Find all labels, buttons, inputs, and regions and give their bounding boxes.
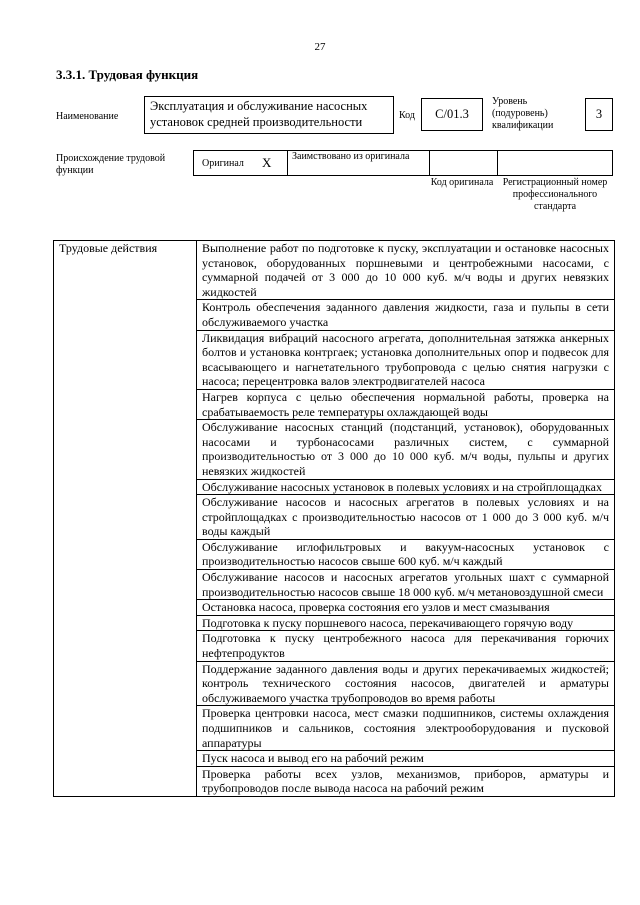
origin-label: Происхождение трудовой функции xyxy=(56,153,166,176)
labor-action-item: Обслуживание насосных станций (подстанций, установок), оборудованных насосами и турбонасосами различных систем, с суммарной производительностью от 3 000 до 10 000 куб. м/ч воды, пульпы и других невязких жидкостей xyxy=(197,420,615,479)
labor-action-item: Контроль обеспечения заданного давления жидкости, газа и пульпы в сети обслуживаемого участка xyxy=(197,300,615,330)
level-label: Уровень (подуровень) квалификации xyxy=(492,96,554,131)
labor-action-item: Ликвидация вибраций насосного агрегата, дополнительная затяжка анкерных болтов и установка контргаек; установка дополнительных опор и подвесок для всасывающего и нагнетательного трубопровода с целью снятия нагрузки с насоса; перецентровка валов электродвигателей насоса xyxy=(197,330,615,389)
labor-action-item: Проверка центровки насоса, мест смазки подшипников, системы охлаждения подшипников и сальников, состояния электрооборудования и пусковой аппаратуры xyxy=(197,706,615,751)
labor-action-item: Обслуживание насосных установок в полевых условиях и на стройплощадках xyxy=(197,479,615,495)
labor-action-item: Остановка насоса, проверка состояния его узлов и мест смазывания xyxy=(197,600,615,616)
original-mark: X xyxy=(262,155,272,170)
table-row xyxy=(54,241,615,300)
labor-action-item: Поддержание заданного давления воды и других перекачиваемых жидкостей; контроль технического состояния насосов, двигателей и арматуры обслуживаемого участка трубопроводов во время работы xyxy=(197,661,615,706)
labor-action-item: Пуск насоса и вывод его на рабочий режим xyxy=(197,751,615,767)
section-title: 3.3.1. Трудовая функция xyxy=(56,67,199,82)
reg-number-caption: Регистрационный номер профессионального стандарта xyxy=(502,177,608,212)
original-code-caption: Код оригинала xyxy=(430,177,494,188)
original-label: Оригинал xyxy=(202,158,244,169)
labor-action-item: Выполнение работ по подготовке к пуску, эксплуатации и остановке насосных установок, оборудованных поршневыми и центробежными насосами, с суммарной подачей от 3 000 до 10 000 куб. м/ч воды и других невязких жидкостей xyxy=(197,241,615,300)
labor-action-item: Подготовка к пуску поршневого насоса, перекачивающего горячую воду xyxy=(197,615,615,631)
code-label: Код xyxy=(399,110,415,121)
function-name-field: Эксплуатация и обслуживание насосных установок средней производительности xyxy=(144,96,394,134)
labor-actions-label: Трудовые действия xyxy=(54,241,197,797)
labor-actions-table xyxy=(53,240,615,797)
labor-action-item: Обслуживание насосов и насосных агрегатов в полевых условиях и на стройплощадках с производительностью насосов от 1 000 до 3 000 куб. м/ч воды каждый xyxy=(197,495,615,540)
labor-action-item: Обслуживание иглофильтровых и вакуум-насосных установок с производительностью насосов свыше 600 куб. м/ч каждый xyxy=(197,539,615,569)
labor-action-item: Нагрев корпуса с целью обеспечения нормальной работы, проверка на срабатываемость реле температуры охлаждающей воды xyxy=(197,389,615,419)
borrowed-cell xyxy=(288,151,430,175)
labor-action-item: Подготовка к пуску центробежного насоса для перекачивания горючих нефтепродуктов xyxy=(197,631,615,661)
qualification-level-field: 3 xyxy=(585,98,613,131)
page-number: 27 xyxy=(314,41,326,53)
original-code-cell xyxy=(430,151,498,175)
labor-action-item: Обслуживание насосов и насосных агрегатов угольных шахт с суммарной производительностью насосов свыше 18 000 куб. м/ч метановоздушной смеси xyxy=(197,570,615,600)
original-cell xyxy=(194,151,288,175)
borrowed-label: Заимствовано из оригинала xyxy=(292,151,410,162)
name-label: Наименование xyxy=(56,111,119,122)
function-code-field: C/01.3 xyxy=(421,98,483,131)
labor-action-item: Проверка работы всех узлов, механизмов, приборов, арматуры и трубопроводов после вывода насоса на рабочий режим xyxy=(197,766,615,796)
reg-number-cell xyxy=(498,151,612,175)
origin-row xyxy=(193,150,613,176)
